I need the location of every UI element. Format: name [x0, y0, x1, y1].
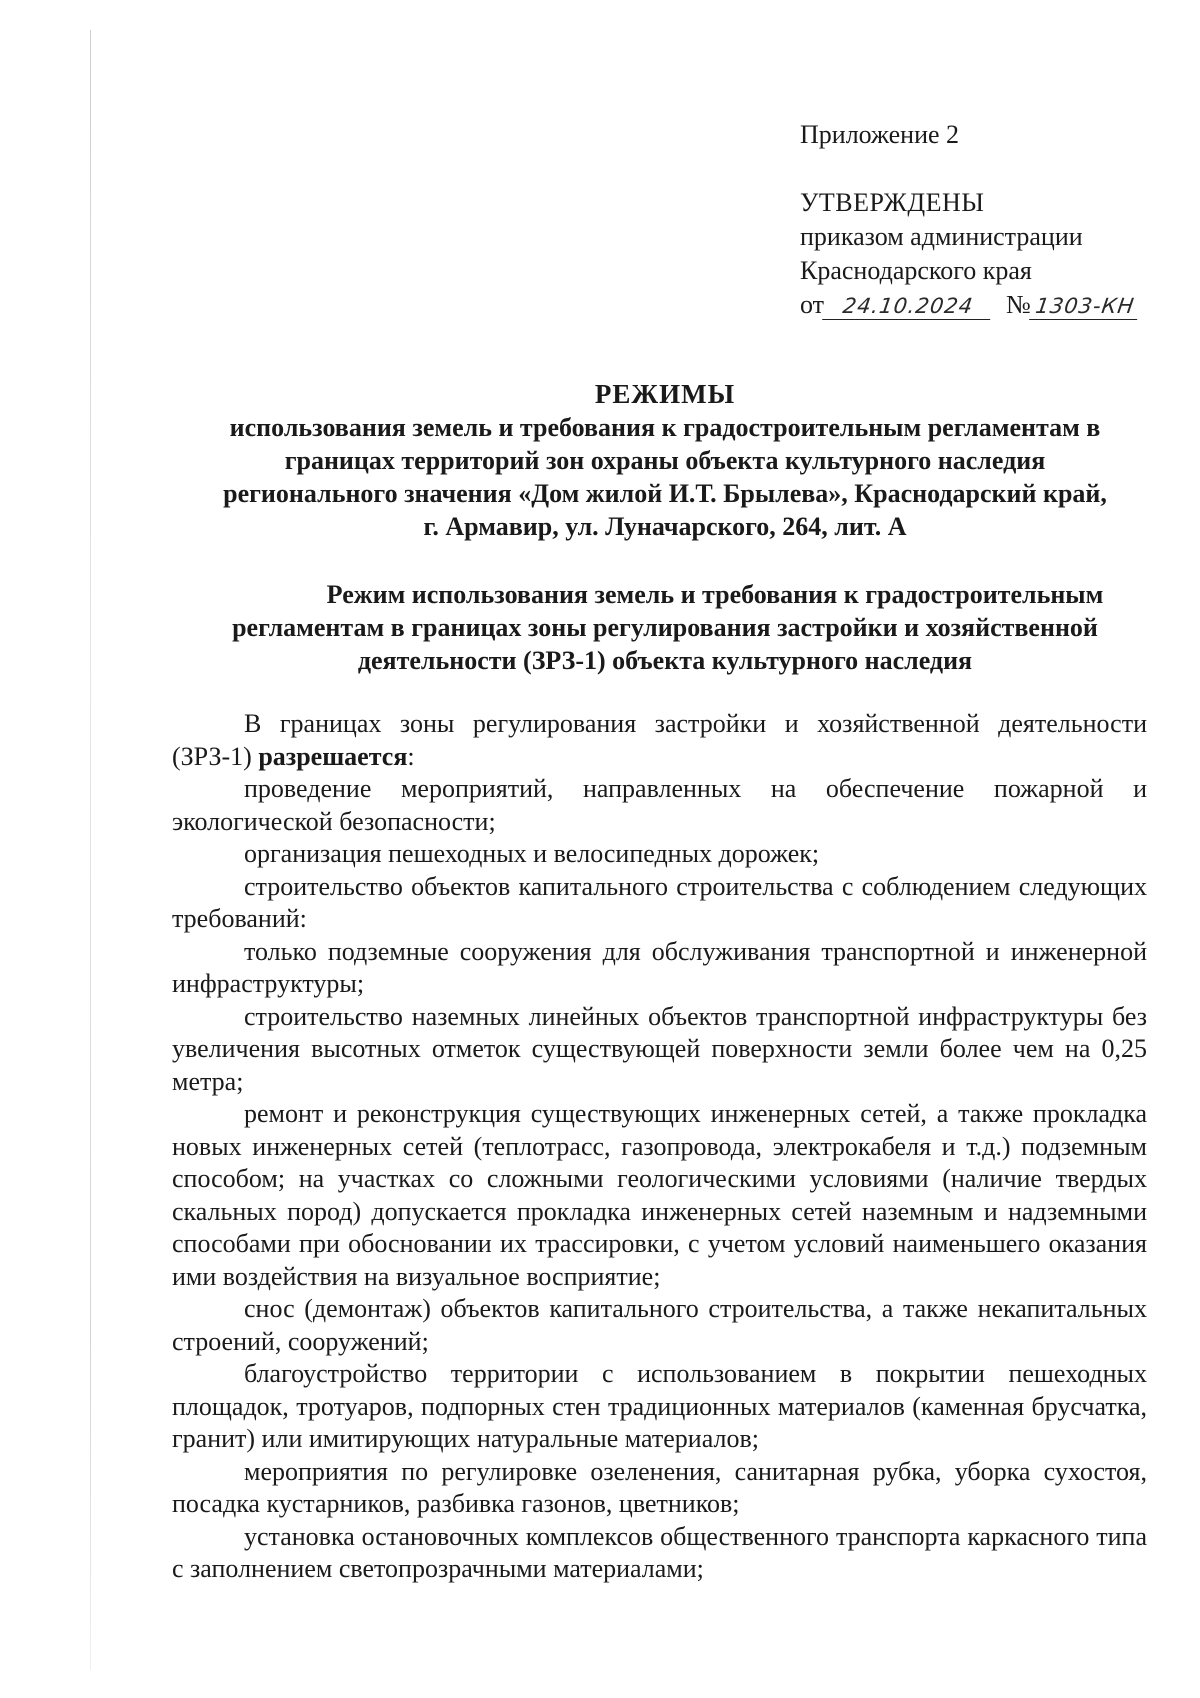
order-line-2: Краснодарского края	[800, 256, 1032, 285]
list-item: организация пешеходных и велосипедных дорожек;	[244, 839, 820, 868]
section-heading	[170, 578, 1160, 677]
body-text	[172, 708, 1147, 1586]
scan-margin-line	[90, 30, 91, 1670]
intro-paragraph	[172, 708, 1147, 773]
list-item: благоустройство территории с использованием в покрытии пешеходных площадок, тротуаров, подпорных стен традиционных материалов (каменная брусчатка, гранит) или имитирующих натуральные материалов;	[172, 1359, 1147, 1453]
annex-label: Приложение 2	[800, 120, 960, 149]
list-item: проведение мероприятий, направленных на обеспечение пожарной и экологической безопасности;	[172, 774, 1147, 836]
title-line-4: г. Армавир, ул. Луначарского, 264, лит. А	[423, 512, 907, 541]
section-line-1: Режим использования земель и требования к градостроительным	[326, 580, 1104, 609]
title-line-3: регионального значения «Дом жилой И.Т. Брылева», Краснодарский край,	[223, 479, 1107, 508]
document-title	[170, 378, 1160, 543]
intro-end: :	[407, 741, 415, 771]
title-line-2: границах территорий зон охраны объекта культурного наследия	[284, 446, 1046, 475]
list-item: строительство наземных линейных объектов транспортной инфраструктуры без увеличения высотных отметок существующей поверхности земли более чем на 0,25 метра;	[172, 1001, 1147, 1096]
list-item: только подземные сооружения для обслуживания транспортной и инженерной инфраструктуры;	[172, 936, 1147, 998]
intro-bold: разрешается	[258, 741, 408, 771]
approval-block	[800, 118, 1180, 322]
date-number-row	[800, 288, 1180, 322]
number-label: №	[1006, 290, 1031, 319]
list-item: снос (демонтаж) объектов капитального строительства, а также некапитальных строений, сооружений;	[172, 1294, 1147, 1356]
order-line-1: приказом администрации	[800, 222, 1083, 251]
from-label: от	[800, 290, 825, 319]
list-item: строительство объектов капитального строительства с соблюдением следующих требований:	[172, 871, 1147, 933]
handwritten-date: 24.10.2024	[822, 293, 994, 320]
section-line-2: регламентам в границах зоны регулирования застройки и хозяйственной	[232, 613, 1098, 642]
list-item: ремонт и реконструкция существующих инженерных сетей, а также прокладка новых инженерных сетей (теплотрасс, газопровода, электрокабеля и т.д.) подземным способом; на участках со сложными геологическими условиями (наличие твердых скальных пород) допускается прокладка инженерных сетей наземным и надземными способами при обосновании их трассировки, с учетом условий наименьшего оказания ими воздействия на визуальное восприятие;	[172, 1099, 1147, 1291]
section-line-3: деятельности (ЗРЗ-1) объекта культурного наследия	[357, 646, 973, 675]
list-item: мероприятия по регулировке озеленения, санитарная рубка, уборка сухостоя, посадка кустарников, разбивка газонов, цветников;	[172, 1456, 1147, 1518]
intro-text: В границах зоны регулирования застройки и хозяйственной деятельности (ЗРЗ-1)	[172, 709, 1147, 771]
list-item: установка остановочных комплексов общественного транспорта каркасного типа с заполнением светопрозрачными материалами;	[172, 1521, 1147, 1583]
handwritten-number: 1303-КН	[1029, 293, 1141, 320]
title-line-1: использования земель и требования к градостроительным регламентам в	[229, 413, 1101, 442]
approved-label: УТВЕРЖДЕНЫ	[800, 188, 985, 217]
title-main: РЕЖИМЫ	[594, 379, 736, 409]
